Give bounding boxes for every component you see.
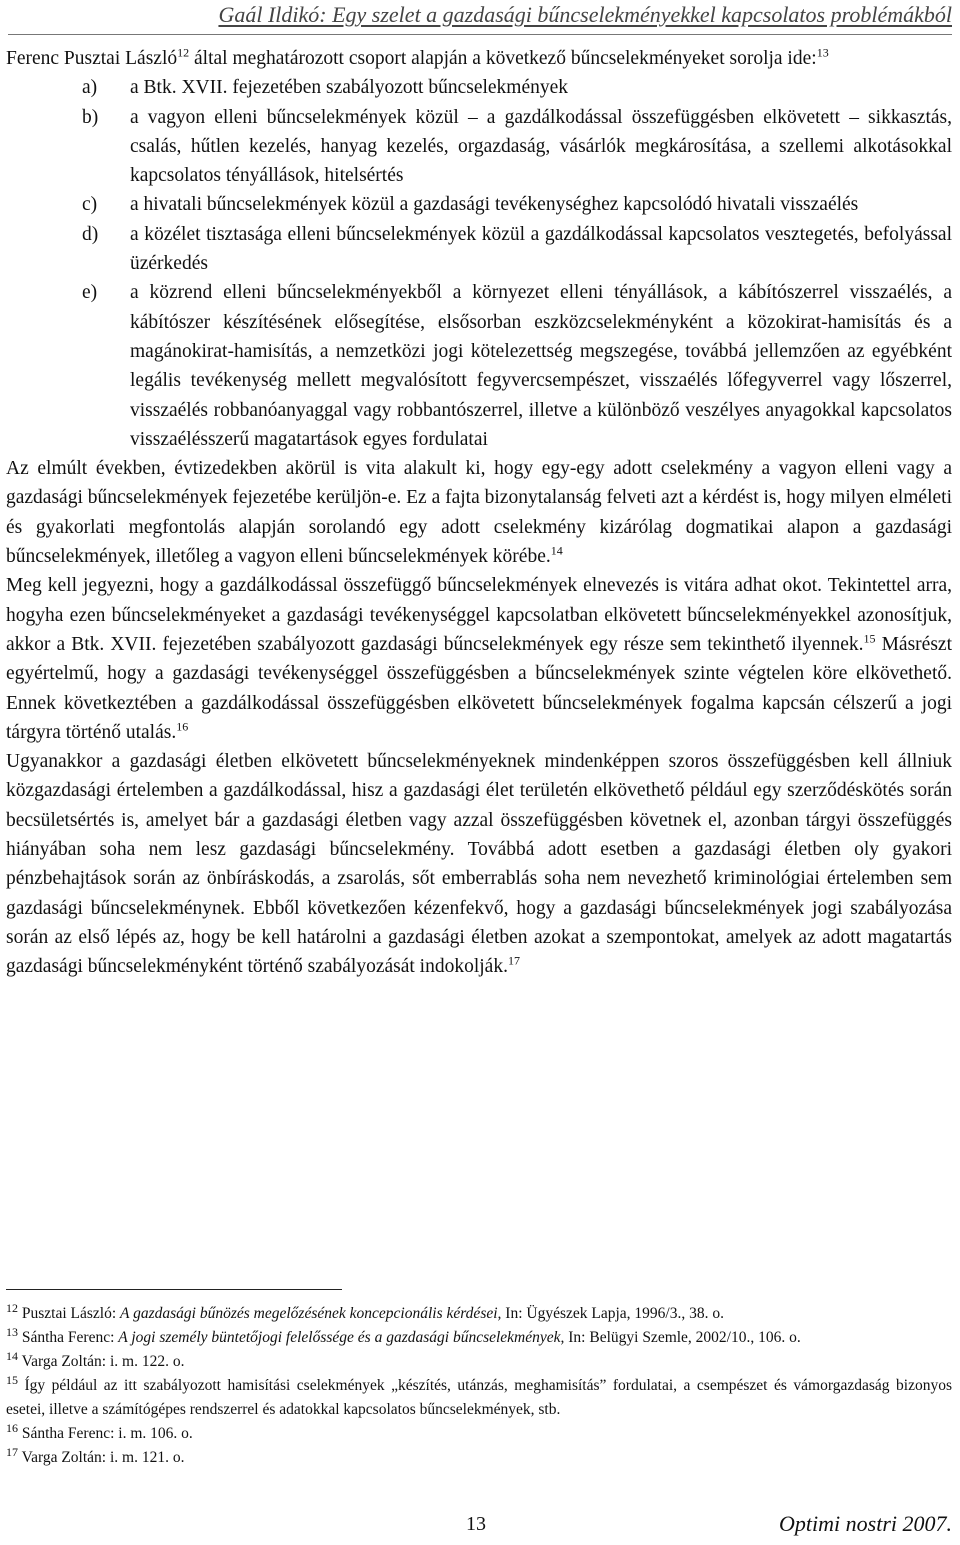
footnote-text: Pusztai László: (18, 1305, 121, 1322)
footnote-ref[interactable]: 15 (863, 631, 876, 646)
list-item-text: a hivatali bűncselekmények közül a gazdasági tevékenységhez kapcsolódó hivatali visszaélés (130, 194, 859, 216)
footnote-number: 17 (6, 1444, 18, 1459)
list-item (6, 220, 952, 279)
list-item-text: a Btk. XVII. fejezetében szabályozott bűncselekmények (130, 77, 569, 99)
footnotes (6, 1302, 952, 1470)
intro-text-cont: által meghatározott csoport alapján a következő bűncselekményeket sorolja ide: (189, 48, 817, 69)
paragraph-text: Az elmúlt években, évtizedekben akörül is vita alakult ki, hogy egy-egy adott cselekmény a vagyon elleni vagy a gazdasági bűncselekmények fejezetébe kerüljön-e. Ez a fajta bizonytalanság felveti azt a kérdést is, hogy milyen elméleti és gyakorlati megfontolás alapján sorolandó egy adott cselekmény kizárólag dogmatikai alapon a gazdasági bűncselekmények, illetőleg a vagyon elleni bűncselekmények körébe. (6, 458, 952, 568)
paragraph-text-cont: Másrészt egyértelmű, hogy a gazdasági tevékenységgel összefüggésben a bűncselekmények szinte végtelen köre elkövethető. Ennek következtében a gazdálkodással összefüggésben elkövetett bűncselekmények fogalma kapcsán célszerű a jogi tárgyra történő utalás. (6, 633, 952, 743)
footnote-number: 16 (6, 1420, 18, 1435)
offense-list (6, 73, 952, 454)
footnote-source-title: A jogi személy büntetőjogi felelőssége és a gazdasági bűncselekmények, (118, 1329, 565, 1346)
footnote-ref[interactable]: 16 (176, 719, 189, 734)
body-paragraph (6, 571, 952, 747)
footnote-ref[interactable]: 12 (177, 45, 190, 60)
list-item-text: a vagyon elleni bűncselekmények közül – a gazdálkodással összefüggésben elkövetett – sikkasztás, csalás, hűtlen kezelés, hanyag kezelés, orgazdaság, vásárlók megkárosítása, a szellemi alkotásokkal kapcsolatos tényállások, hitelsértés (130, 106, 952, 187)
footnote-source-title: A gazdasági bűnözés megelőzésének koncepcionális kérdései, (120, 1305, 502, 1322)
body-paragraph (6, 454, 952, 571)
footnote (6, 1350, 952, 1374)
footnote (6, 1302, 952, 1326)
journal-name: Optimi nostri 2007. (779, 1511, 952, 1536)
running-header: Gaál Ildikó: Egy szelet a gazdasági bűncselekményekkel kapcsolatos problémákból (218, 2, 952, 27)
footnote-divider (6, 1289, 342, 1290)
footnote (6, 1326, 952, 1350)
list-marker: b) (82, 106, 99, 128)
paragraph-text: Meg kell jegyezni, hogy a gazdálkodással összefüggő bűncselekmények elnevezés is vitára adhat okot. Tekintettel arra, hogyha ezen bűncselekményeket a gazdasági tevékenységgel kapcsolatban elkövetett bűncselekményekkel azonosítjuk, akkor a Btk. XVII. fejezetében szabályozott gazdasági bűncselekmények egy része sem tekinthető ilyennek. (6, 575, 952, 655)
footnote-number: 15 (6, 1372, 18, 1387)
footnote-number: 12 (6, 1300, 18, 1315)
list-marker: a) (82, 77, 98, 99)
list-marker: d) (82, 223, 99, 245)
main-body (6, 44, 952, 982)
footnote-ref[interactable]: 13 (816, 45, 829, 60)
paragraph-text: Ugyanakkor a gazdasági életben elkövetett bűncselekményeknek mindenképpen szoros összefüggésben kell állniuk közgazdasági értelemben a gazdálkodással, hisz a gazdasági élet területén elkövethető például egy szerződéskötés során becsületsértés is, amelyet bár a gazdasági életben vagy azzal összefüggésben követnek el, azonban tárgyi összefüggés hiányában soha nem lesz gazdasági bűncselekmény. Továbbá adott esetben a gazdasági életben oly gyakori pénzbehajtások során az önbíráskodás, a zsarolás, sőt emberrablás soha nem nevezhető kriminológiai értelemben sem gazdasági bűncselekménynek. Ebből következően kézenfekvő, hogy a gazdasági bűncselekmények jogi szabályozása során az első lépés az, hogy be kell határolni a gazdasági életben azokat a szempontokat, amelyek az adott magatartás gazdasági bűncselekményként történő szabályozását indokolják. (6, 751, 952, 978)
list-item (6, 190, 952, 219)
footnote-ref[interactable]: 14 (550, 543, 563, 558)
intro-text: Ferenc Pusztai László (6, 48, 178, 69)
footnote-text-cont: In: Belügyi Szemle, 2002/10., 106. o. (564, 1329, 801, 1346)
footnote (6, 1446, 952, 1470)
list-item (6, 103, 952, 191)
footnote-ref[interactable]: 17 (507, 953, 520, 968)
list-marker: c) (82, 194, 98, 216)
footnote-text: Varga Zoltán: i. m. 122. o. (18, 1353, 185, 1370)
footnote-number: 13 (6, 1324, 18, 1339)
footnote (6, 1422, 952, 1446)
body-paragraph (6, 747, 952, 981)
footnote-text: Sántha Ferenc: i. m. 106. o. (18, 1425, 193, 1442)
footnote (6, 1374, 952, 1422)
footnote-number: 14 (6, 1348, 18, 1363)
footnote-text: Sántha Ferenc: (18, 1329, 119, 1346)
footnote-text: Így például az itt szabályozott hamisítási cselekmények „készítés, utánzás, meghamisítás” fordulatai, a csempészet és vámorgazdaság bizonyos esetei, illetve a számítógépes rendszerrel és adatokkal kapcsolatos bűncselekmények, stb. (6, 1377, 952, 1418)
footnote-text-cont: In: Ügyészek Lapja, 1996/3., 38. o. (501, 1305, 724, 1322)
page-number: 13 (466, 1513, 486, 1535)
list-item-text: a közélet tisztasága elleni bűncselekmények közül a gazdálkodással kapcsolatos vesztegetés, befolyással üzérkedés (130, 223, 952, 275)
list-marker: e) (82, 282, 98, 304)
intro-paragraph (6, 44, 952, 73)
footnote-text: Varga Zoltán: i. m. 121. o. (18, 1449, 185, 1466)
list-item (6, 73, 952, 102)
list-item (6, 278, 952, 454)
list-item-text: a közrend elleni bűncselekményekből a környezet elleni tényállások, a kábítószerrel visszaélés, a kábítószer készítésének elősegítése, elsősorban eszközcselekményként a közokirat-hamisítás és a magánokirat-hamisítás, a nemzetközi jogi kötelezettség megszegése, továbbá jellemzően az egyébként legális tevékenység mellett megvalósított fegyvercsempészet, visszaélés lőfegyverrel vagy lőszerrel, visszaélés robbanóanyaggal vagy robbantószerrel, illetve a különböző veszélyes anyagokkal kapcsolatos visszaélésszerű magatartások egyes fordulatai (130, 282, 952, 450)
header-divider (8, 34, 952, 35)
